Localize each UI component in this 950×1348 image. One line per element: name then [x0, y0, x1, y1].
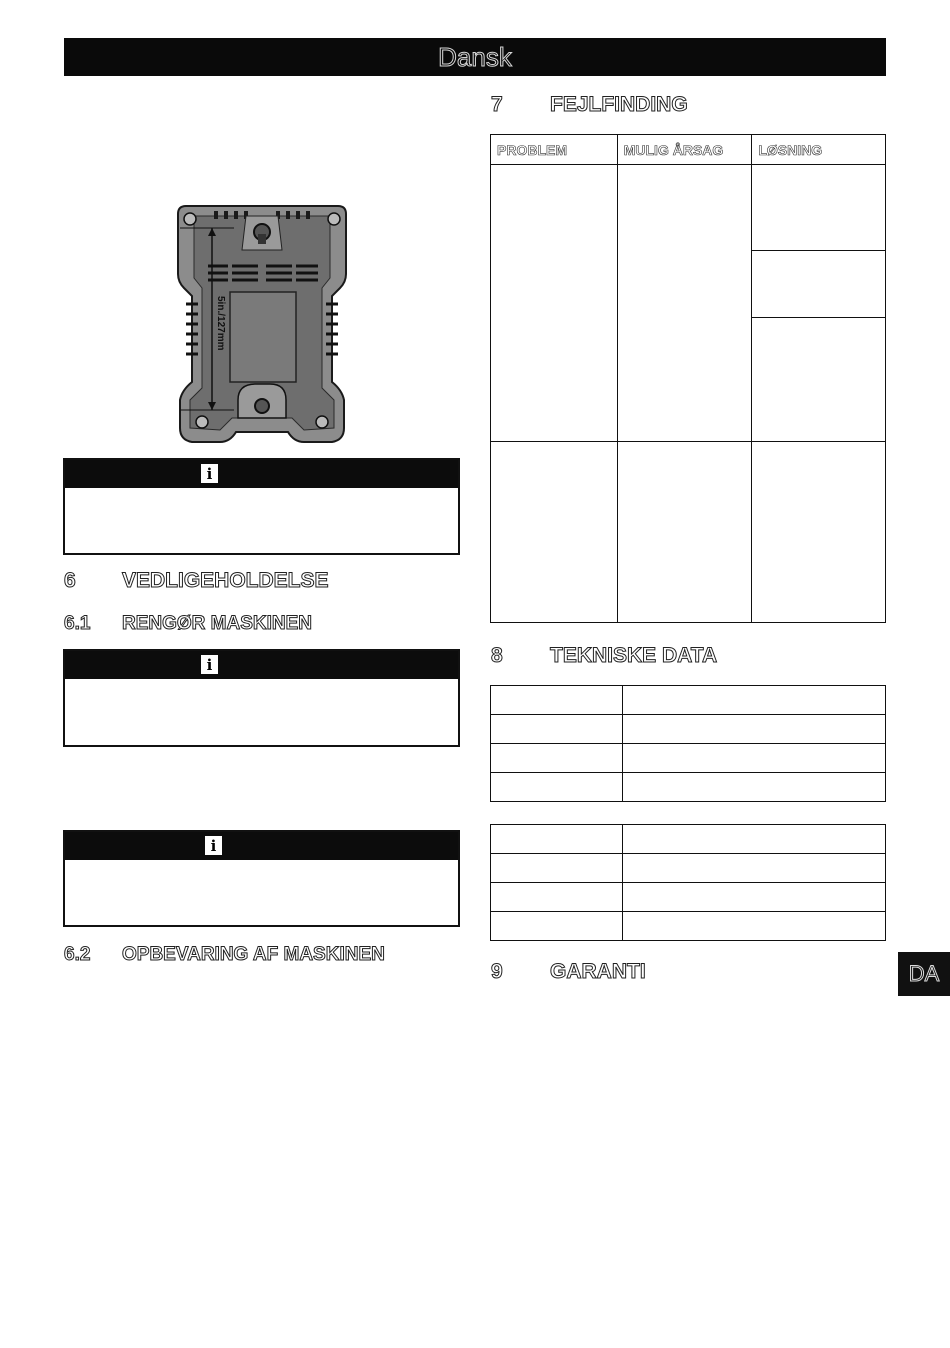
- section-number: 9: [491, 960, 503, 983]
- problem-cell: [491, 442, 618, 623]
- info-note-box: [63, 458, 460, 555]
- spec-label-cell: [491, 744, 623, 773]
- info-icon: i: [201, 464, 218, 483]
- solution-cell: [752, 165, 886, 251]
- section-heading-7: [491, 93, 688, 117]
- section-title: VEDLIGEHOLDELSE: [122, 569, 329, 592]
- table-row: [491, 686, 886, 715]
- section-title: RENGØR MASKINEN: [122, 613, 313, 634]
- spec-label-cell: [491, 854, 623, 883]
- spec-label-cell: [491, 883, 623, 912]
- section-title: GARANTI: [550, 960, 646, 983]
- solution-cell: [752, 442, 886, 623]
- spec-label-cell: [491, 715, 623, 744]
- problem-cell: [491, 165, 618, 442]
- spec-value-cell: [622, 715, 885, 744]
- table-row: [491, 825, 886, 854]
- section-heading-8: [491, 644, 717, 668]
- info-icon: i: [201, 655, 218, 674]
- spec-value-cell: [622, 686, 885, 715]
- spec-label-cell: [491, 825, 623, 854]
- info-note-box: [63, 830, 460, 927]
- table-row: [491, 912, 886, 941]
- table-row: [491, 883, 886, 912]
- spec-value-cell: [622, 825, 885, 854]
- table-row: [491, 715, 886, 744]
- section-heading-6-2: [64, 944, 385, 966]
- section-number: 6: [64, 569, 76, 592]
- solution-cell: [752, 318, 886, 442]
- info-note-header: [65, 832, 458, 860]
- section-heading-6-1: [64, 613, 312, 635]
- section-number: 8: [491, 644, 503, 667]
- section-number: 6.1: [64, 613, 91, 634]
- column-header-problem: PROBLEM: [491, 135, 618, 165]
- charger-bottom-illustration: [172, 204, 352, 446]
- spec-value-cell: [622, 744, 885, 773]
- spec-label-cell: [491, 686, 623, 715]
- table-row: [491, 442, 886, 623]
- cause-cell: [617, 442, 752, 623]
- troubleshooting-table: [490, 134, 886, 623]
- info-note-header: [65, 651, 458, 679]
- section-title: TEKNISKE DATA: [550, 644, 718, 667]
- technical-data-table: [490, 685, 886, 802]
- table-row: [491, 773, 886, 802]
- table-row: [491, 165, 886, 251]
- language-title: Dansk: [438, 41, 512, 72]
- info-icon: i: [205, 836, 222, 855]
- spec-value-cell: [622, 773, 885, 802]
- info-note-box: [63, 649, 460, 747]
- cause-cell: [617, 165, 752, 442]
- language-header-bar: [64, 38, 886, 76]
- section-title: OPBEVARING AF MASKINEN: [122, 944, 385, 965]
- technical-data-table: [490, 824, 886, 941]
- section-heading-9: [491, 960, 646, 984]
- spec-label-cell: [491, 773, 623, 802]
- dimension-label: 5in./127mm: [215, 296, 226, 351]
- table-row: [491, 854, 886, 883]
- solution-cell: [752, 251, 886, 318]
- section-title: FEJLFINDING: [550, 93, 688, 116]
- spec-label-cell: [491, 912, 623, 941]
- language-side-tab: [898, 952, 950, 996]
- table-header-row: [491, 135, 886, 165]
- spec-value-cell: [622, 883, 885, 912]
- table-row: [491, 744, 886, 773]
- spec-value-cell: [622, 854, 885, 883]
- info-note-header: [65, 460, 458, 488]
- section-number: 6.2: [64, 944, 91, 965]
- section-heading-6: [64, 569, 329, 593]
- column-header-cause: MULIG ÅRSAG: [617, 135, 752, 165]
- column-header-solution: LØSNING: [752, 135, 886, 165]
- spec-value-cell: [622, 912, 885, 941]
- language-tab-label: DA: [908, 961, 940, 986]
- section-number: 7: [491, 93, 503, 116]
